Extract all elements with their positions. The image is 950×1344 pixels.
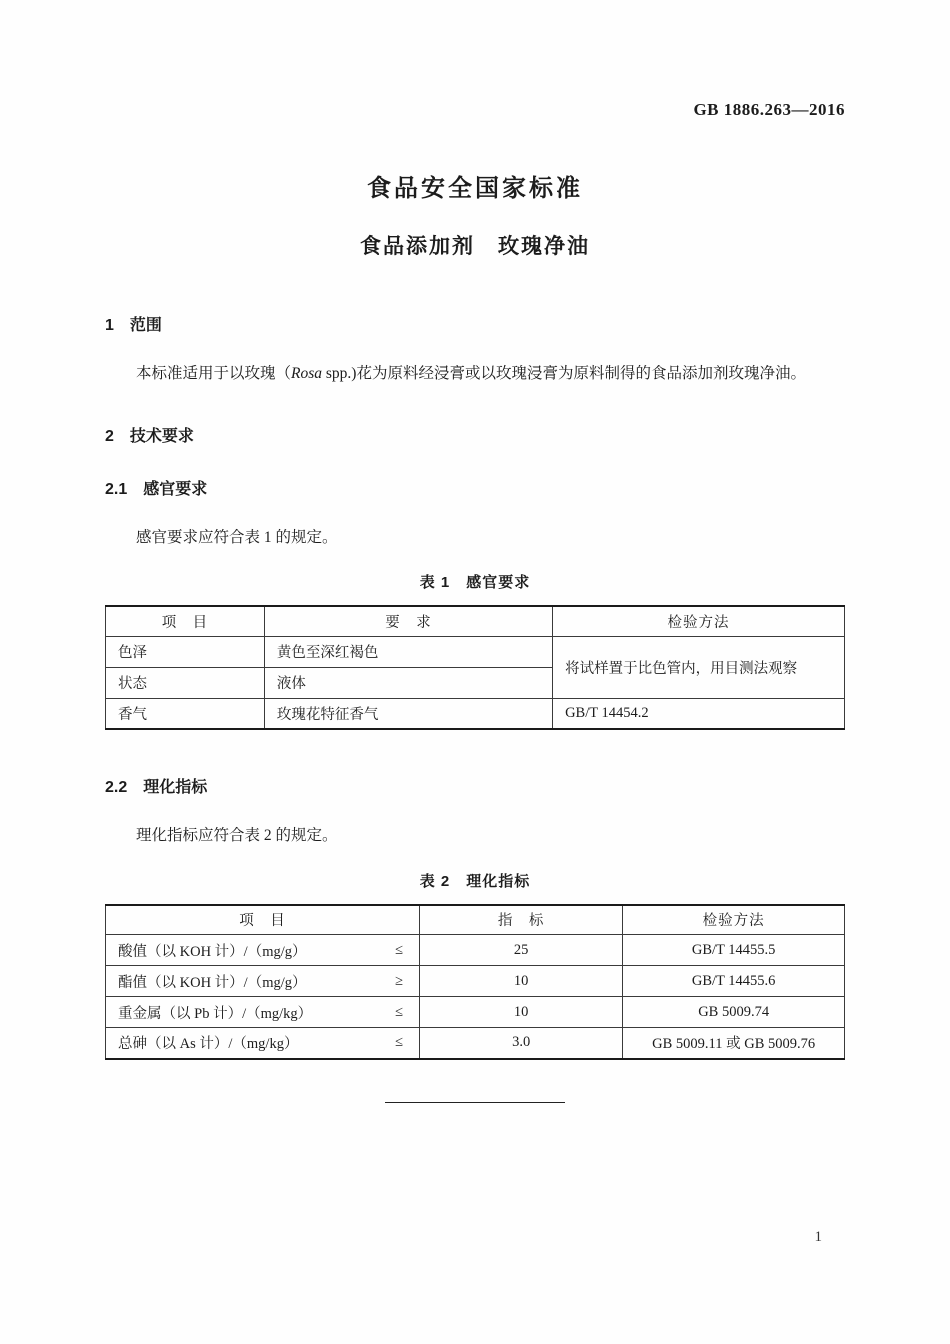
section-1-heading: 1 范围 [105,317,162,334]
cell-value: 25 [420,935,623,966]
table-header-row [106,905,845,935]
table-row [106,636,845,667]
cell-method: GB/T 14455.6 [623,966,845,997]
spec-cell [106,997,419,1027]
cell-method-merged: 将试样置于比色管内，用目测法观察 [553,636,845,698]
scope-text-pre: 本标准适用于以玫瑰（ [136,365,292,382]
table-row [106,1028,845,1059]
spec-cell [106,966,419,996]
cell-item [106,966,420,997]
cell-item [106,935,420,966]
section-2-heading: 2 技术要求 [105,428,194,446]
cell-method: GB 5009.11 或 GB 5009.76 [623,1028,845,1059]
physchem-table [105,904,845,1060]
cell-value: 10 [420,997,623,1028]
physchem-intro-paragraph: 理化指标应符合表 2 的规定。 [136,827,338,845]
cell-method: GB/T 14455.5 [623,935,845,966]
cell-method: GB 5009.74 [623,997,845,1028]
spec-label: 酯值（以 KOH 计）/（mg/g） [118,974,307,991]
table-row [106,698,845,729]
table-row [106,997,845,1028]
table-2-caption: 表 2 理化指标 [419,872,531,890]
table-1-caption: 表 1 感官要求 [419,574,531,592]
cell-item [106,1028,420,1059]
cell-item: 色泽 [106,636,265,667]
document-subtitle: 食品添加剂 玫瑰净油 [360,235,590,258]
column-header-requirement: 要 求 [264,606,552,636]
spec-operator: ≥ [395,972,404,989]
column-header-method: 检验方法 [553,606,845,636]
column-header-item: 项 目 [106,905,420,935]
cell-requirement: 液体 [264,667,552,698]
cell-value: 10 [420,966,623,997]
spec-label: 总砷（以 As 计）/（mg/kg） [118,1036,299,1053]
sensory-table-body [106,636,845,729]
spec-operator: ≤ [395,1003,404,1020]
scope-text-post: spp.)花为原料经浸膏或以玫瑰浸膏为原料制得的食品添加剂玫瑰净油。 [322,365,806,382]
cell-value: 3.0 [420,1028,623,1059]
cell-item: 状态 [106,667,265,698]
cell-requirement: 玫瑰花特征香气 [264,698,552,729]
physchem-table-body [106,935,845,1059]
spec-cell [106,935,419,965]
spec-operator: ≤ [395,941,404,958]
column-header-method: 检验方法 [623,905,845,935]
table-row [106,966,845,997]
scope-latin-name: Rosa [291,365,323,382]
document-title: 食品安全国家标准 [367,175,583,202]
sensory-table-header [106,606,845,636]
sensory-intro-paragraph: 感官要求应符合表 1 的规定。 [136,529,338,547]
physchem-table-header [106,905,845,935]
section-2-1-heading: 2.1 感官要求 [105,481,208,499]
table-row [106,935,845,966]
sensory-table [105,605,845,730]
cell-method: GB/T 14454.2 [553,698,845,729]
spec-cell [106,1028,419,1058]
page-number: 1 [814,1229,822,1245]
cell-item [106,997,420,1028]
section-2-2-heading: 2.2 理化指标 [105,779,208,797]
spec-label: 酸值（以 KOH 计）/（mg/g） [118,943,307,960]
cell-requirement: 黄色至深红褐色 [264,636,552,667]
cell-item: 香气 [106,698,265,729]
standard-number: GB 1886.263—2016 [693,100,845,119]
end-of-text-rule [385,1102,565,1103]
scope-paragraph [105,359,845,389]
column-header-item: 项 目 [106,606,265,636]
spec-operator: ≤ [395,1034,404,1051]
table-header-row [106,606,845,636]
column-header-index: 指 标 [420,905,623,935]
spec-label: 重金属（以 Pb 计）/（mg/kg） [118,1005,313,1022]
